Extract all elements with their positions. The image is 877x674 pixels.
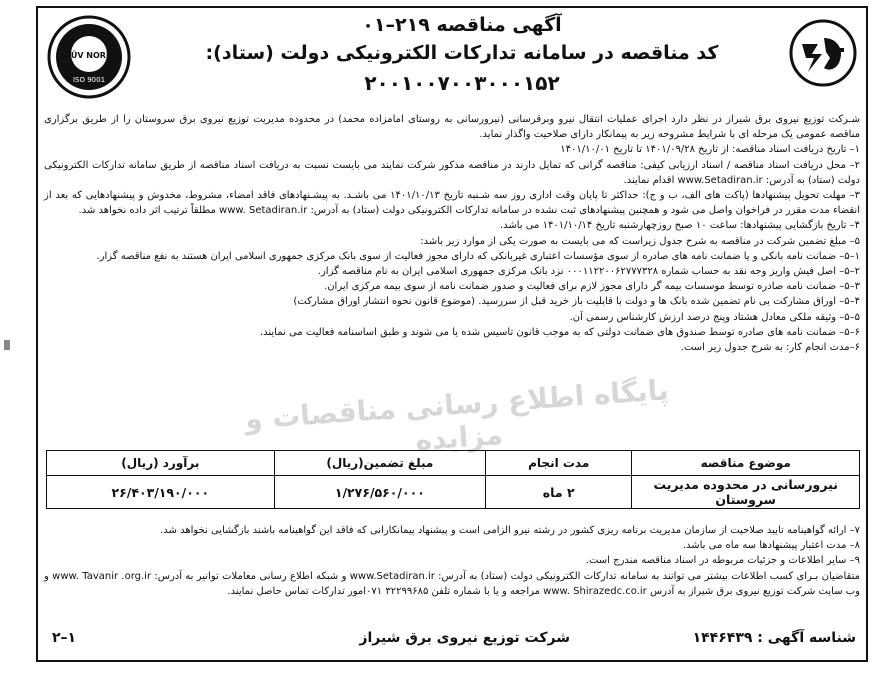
item-5: ۵– مبلغ تضمین شرکت در مناقصه به شرح جدول زیراست که می بایست به صورت یکی از موارد زیر باشد: bbox=[420, 235, 860, 247]
cell-duration: ۲ ماه bbox=[486, 476, 632, 509]
item-4: ۴– تاریخ بازگشایی پیشنهادها: ساعت ۱۰ صبح روزچهارشنبه تاریخ ۱۴۰۱/۱۰/۱۴ می باشد. bbox=[499, 220, 860, 232]
cell-subject: نیرورسانی در محدوده مدیریت سروستان bbox=[632, 476, 860, 509]
watermark-text: پایگاه اطلاع رسانی مناقصات و مزایده bbox=[243, 373, 670, 457]
shiraz-edc-logo bbox=[788, 18, 858, 88]
notice-body bbox=[44, 112, 860, 355]
contact-paragraph: متقاضیان بـرای کسب اطلاعات بیشتر می توانند به سامانه تدارکات الکترونیکی دولت (ستاد) به آدرس: www.Setadiran.ir و شبکه اطلاع رسانی معاملات توانیر به آدرس: www. Tavanir .org.ir و وب سایت شرکت توزیع نیروی برق شیراز به آدرس www. Shirazedc.co.ir مراجعه و یا با شماره تلفن ۳۲۲۹۹۶۸۵ ۰۷۱امور تدارکات تماس حاصل نمایند. bbox=[44, 570, 860, 597]
tender-table bbox=[46, 450, 860, 509]
item-5-6: ۶–۵– ضمانت نامه های صادره توسط صندوق های ضمانت دولتی که به موجب قانون تاسیس شده یا می شوند و طبق اساسنامه فعالیت می نمایند. bbox=[259, 326, 860, 338]
item-5-1: ۱–۵– ضمانت نامه بانکی و یا ضمانت نامه های صادره از سوی مؤسسات اعتباری غیربانکی که دارای مجوز فعالیت از سوی بانک مرکزی جمهوری اسلامی ایران هستند به نفع مناقصه گزار. bbox=[96, 250, 860, 262]
tender-notice bbox=[36, 6, 868, 662]
notice-id: شناسه آگهی : ۱۴۴۶۴۳۹ bbox=[692, 630, 856, 646]
setad-code-label: کد مناقصه در سامانه تدارکات الکترونیکی دولت (ستاد): bbox=[205, 42, 719, 64]
tuv-nord-iso-logo bbox=[46, 14, 132, 100]
notice-footer bbox=[44, 628, 860, 654]
item-2: ۲– محل دریافت اسناد مناقصه / اسناد ارزیابی کیفی: مناقصه گرانی که تمایل دارند در مناقصه مذکور شرکت نمایند می بایست نسبت به دریافت اسناد مناقصه از طریق سامانه تدارکات الکترونیکی دولت (ستاد) به آدرس: www.Setadiran.ir اقدام نمایند. bbox=[44, 159, 860, 186]
page-edge-mark bbox=[4, 340, 10, 350]
col-duration: مدت انجام bbox=[486, 451, 632, 476]
item-8: ۸– مدت اعتبار پیشنهادها سه ماه می باشد. bbox=[682, 540, 860, 552]
table-header-row bbox=[47, 451, 860, 476]
item-5-4: ۴–۵– اوراق مشارکت بی نام تضمین شده بانک ها و دولت با قابلیت باز خرید قبل از سررسید. (موضوع قانون نحوه انتشار اوراق مشارکت) bbox=[293, 296, 860, 308]
item-5-3: ۳–۵– ضمانت نامه صادره توسط موسسات بیمه گر دارای مجوز لازم برای فعالیت و صدور ضمانت نامه از سوی بیمه مرکزی ایران. bbox=[324, 281, 860, 293]
item-1: ۱– تاریخ دریافت اسناد مناقصه: از تاریخ ۱۴۰۱/۰۹/۲۸ تا تاریخ ۱۴۰۱/۱۰/۰۱ bbox=[560, 144, 860, 156]
item-7: ۷– ارائه گواهینامه تایید صلاحیت از سازمان مدیریت برنامه ریزی کشور در رشته نیرو الزامی است و پیشنهاد پیمانکارانی که فاقد این گواهینامه باشند بازگشایی نخواهد شد. bbox=[160, 525, 860, 536]
cell-estimate: ۲۶/۴۰۳/۱۹۰/۰۰۰ bbox=[47, 476, 275, 509]
item-9: ۹– سایر اطلاعات و جزئیات مربوطه در اسناد مناقصه مندرج است. bbox=[585, 555, 860, 567]
notice-header bbox=[38, 8, 866, 112]
col-subject: موضوع مناقصه bbox=[632, 451, 860, 476]
notice-title-block bbox=[158, 12, 766, 98]
page-number: ۱–۲ bbox=[52, 630, 77, 646]
col-estimate: برآورد (ریال) bbox=[47, 451, 275, 476]
notice-number: آگهی مناقصه ۲۱۹–۰۱ bbox=[362, 14, 562, 36]
table-row bbox=[47, 476, 860, 509]
notice-bottom bbox=[44, 523, 860, 599]
svg-text:TÜV NORD: TÜV NORD bbox=[65, 51, 113, 60]
item-3: ۳– مهلت تحویل پیشنهادها (پاکت های الف، ب و ج): حداکثر تا پایان وقت اداری روز سه شـنبه تاریخ ۱۴۰۱/۱۰/۱۳ می باشـد. به پیشـنهادهای فاقد امضاء، مشروط، مخدوش و پیشنهادهایی که بعد از انقضاء مدت مقرر در فراخوان واصل می شود و همچنین پیشنهادهای ثبت نشده در سامانه تدارکات الکترونیکی دولت (ستاد) به آدرس: www. Setadiran.ir مطلقاً ترتیب اثر داده نخواهد شد. bbox=[44, 190, 860, 217]
item-6: ۶–مدت انجام کار: به شرح جدول زیر است. bbox=[680, 342, 860, 354]
intro-paragraph: شـرکت توزیع نیروی برق شیراز در نظر دارد اجرای عملیات انتقال نیرو وبرقرسانی (نیرورسانی به روستای امامزاده محمد) در محدوده مدیریت توزیع نیروی برق سروستان را از طریق برگزاری مناقصه عمومی یک مرحله ای با شرایط مشروحه زیر به پیمانکار دارای صلاحیت واگذار نماید. bbox=[44, 114, 860, 141]
item-5-5: ۵–۵– وثیقه ملکی معادل هشتاد وپنج درصد ارزش کارشناس رسمی آن. bbox=[569, 311, 860, 323]
company-name: شرکت توزیع نیروی برق شیراز bbox=[359, 630, 570, 646]
cell-guarantee: ۱/۲۷۶/۵۶۰/۰۰۰ bbox=[274, 476, 485, 509]
col-guarantee: مبلغ تضمین(ریال) bbox=[274, 451, 485, 476]
item-5-2: ۲–۵– اصل فیش واریز وجه نقد به حساب شماره ۰۰۰۱۱۲۲۰۰۶۲۷۷۷۳۲۸ نزد بانک مرکزی جمهوری اسلامی ایران به نام مناقصه گزار. bbox=[317, 266, 860, 278]
setad-code: ۲۰۰۱۰۰۷۰۰۳۰۰۰۱۵۲ bbox=[364, 71, 560, 95]
svg-text:ISO 9001: ISO 9001 bbox=[72, 76, 106, 84]
